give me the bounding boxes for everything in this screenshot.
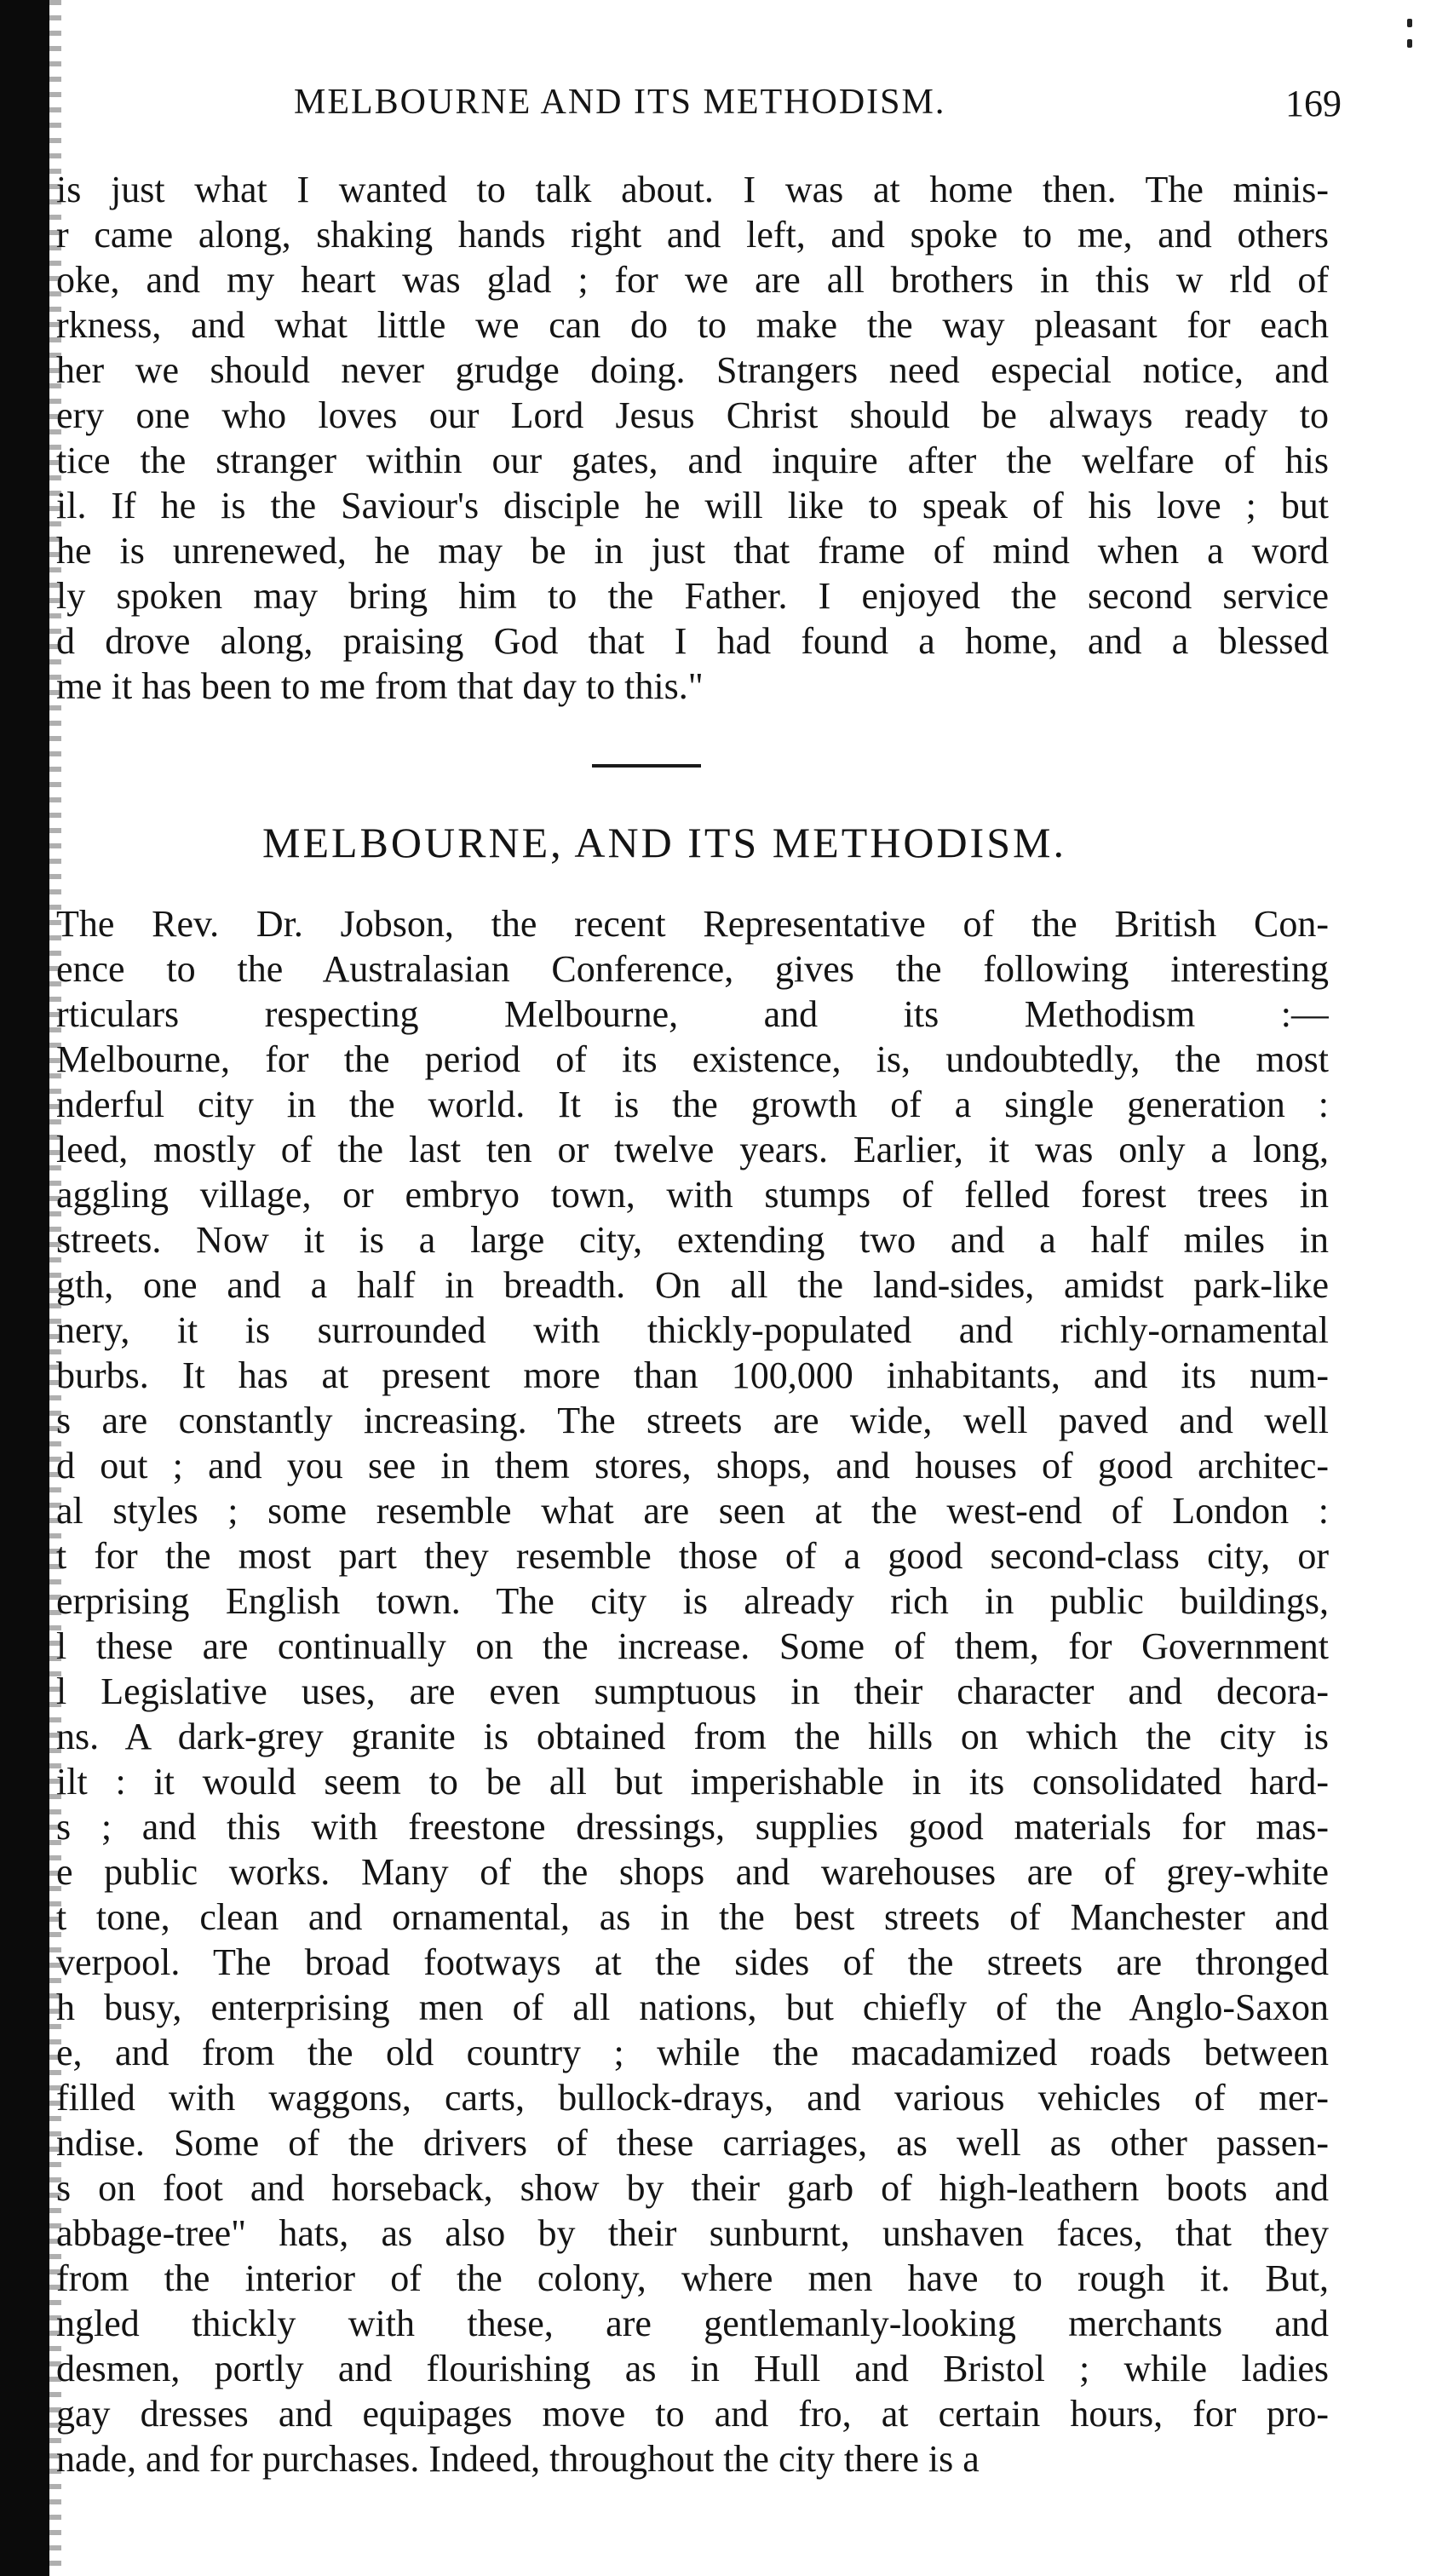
text-line: her we should never grudge doing. Strangers need especial notice, and <box>56 349 1329 391</box>
text-line: nderful city in the world. It is the growth of a single generation : <box>56 1084 1329 1125</box>
running-header <box>273 82 1371 133</box>
text-line: abbage-tree" hats, as also by their sunburnt, unshaven faces, that they <box>56 2212 1329 2254</box>
section-heading: MELBOURNE, AND ITS METHODISM. <box>262 819 1066 866</box>
text-line: rticulars respecting Melbourne, and its Methodism :— <box>56 993 1329 1035</box>
text-line: nade, and for purchases. Indeed, throughout the city there is a <box>56 2438 980 2480</box>
text-line: tice the stranger within our gates, and inquire after the welfare of his <box>56 440 1329 481</box>
text-line: d drove along, praising God that I had found a home, and a blessed <box>56 620 1329 662</box>
text-line: r came along, shaking hands right and left, and spoke to me, and others <box>56 214 1329 256</box>
text-line: Melbourne, for the period of its existence, is, undoubtedly, the most <box>56 1038 1329 1080</box>
text-line: is just what I wanted to talk about. I was at home then. The minis- <box>56 169 1329 210</box>
page-binding-edge <box>0 0 49 2576</box>
text-line: leed, mostly of the last ten or twelve years. Earlier, it was only a long, <box>56 1129 1329 1170</box>
text-line: d out ; and you see in them stores, shops, and houses of good architec- <box>56 1445 1329 1486</box>
text-line: gay dresses and equipages move to and fro, at certain hours, for pro- <box>56 2393 1329 2435</box>
text-line: gth, one and a half in breadth. On all the land-sides, amidst park-like <box>56 1264 1329 1306</box>
text-line: oke, and my heart was glad ; for we are all brothers in this w rld of <box>56 259 1329 301</box>
running-header-title: MELBOURNE AND ITS METHODISM. <box>294 83 946 122</box>
margin-marks <box>1407 19 1416 70</box>
text-line: ndise. Some of the drivers of these carriages, as well as other passen- <box>56 2122 1329 2164</box>
text-line: s are constantly increasing. The streets are wide, well paved and well <box>56 1400 1329 1441</box>
text-line: ns. A dark-grey granite is obtained from the hills on which the city is <box>56 1716 1329 1757</box>
text-line: t for the most part they resemble those of a good second-class city, or <box>56 1535 1329 1577</box>
text-line: e public works. Many of the shops and warehouses are of grey-white <box>56 1851 1329 1893</box>
text-line: rkness, and what little we can do to make the way pleasant for each <box>56 304 1329 346</box>
text-line: l Legislative uses, are even sumptuous in their character and decora- <box>56 1670 1329 1712</box>
text-line: ngled thickly with these, are gentlemanly-looking merchants and <box>56 2303 1329 2344</box>
text-line: l these are continually on the increase. Some of them, for Government <box>56 1625 1329 1667</box>
text-line: he is unrenewed, he may be in just that frame of mind when a word <box>56 530 1329 572</box>
text-line: streets. Now it is a large city, extending two and a half miles in <box>56 1219 1329 1261</box>
text-line: ence to the Australasian Conference, gives the following interesting <box>56 948 1329 990</box>
text-line: t tone, clean and ornamental, as in the best streets of Manchester and <box>56 1896 1329 1938</box>
text-line: me it has been to me from that day to this." <box>56 665 704 707</box>
text-line: ilt : it would seem to be all but imperishable in its consolidated hard- <box>56 1761 1329 1803</box>
text-line: erprising English town. The city is already rich in public buildings, <box>56 1580 1329 1622</box>
page-number: 169 <box>1285 83 1342 124</box>
text-line: nery, it is surrounded with thickly-populated and richly-ornamental <box>56 1309 1329 1351</box>
text-line: desmen, portly and flourishing as in Hull and Bristol ; while ladies <box>56 2348 1329 2389</box>
text-line: burbs. It has at present more than 100,000 inhabitants, and its num- <box>56 1354 1329 1396</box>
text-line: al styles ; some resemble what are seen at the west-end of London : <box>56 1490 1329 1532</box>
section-body <box>56 901 1329 2481</box>
text-line: aggling village, or embryo town, with stumps of felled forest trees in <box>56 1174 1329 1216</box>
section-divider <box>592 764 701 768</box>
text-line: h busy, enterprising men of all nations, but chiefly of the Anglo-Saxon <box>56 1987 1329 2028</box>
text-line: verpool. The broad footways at the sides of the streets are thronged <box>56 1941 1329 1983</box>
text-line: s on foot and horseback, show by their garb of high-leathern boots and <box>56 2167 1329 2209</box>
text-line: from the interior of the colony, where men have to rough it. But, <box>56 2257 1329 2299</box>
text-line: ery one who loves our Lord Jesus Christ should be always ready to <box>56 394 1329 436</box>
text-line: The Rev. Dr. Jobson, the recent Representative of the British Con- <box>56 903 1329 945</box>
text-line: filled with waggons, carts, bullock-drays, and various vehicles of mer- <box>56 2077 1329 2119</box>
top-paragraph <box>56 167 1329 709</box>
text-line: ly spoken may bring him to the Father. I enjoyed the second service <box>56 575 1329 617</box>
text-line: e, and from the old country ; while the macadamized roads between <box>56 2032 1329 2073</box>
text-line: il. If he is the Saviour's disciple he will like to speak of his love ; but <box>56 485 1329 526</box>
text-line: s ; and this with freestone dressings, supplies good materials for mas- <box>56 1806 1329 1848</box>
